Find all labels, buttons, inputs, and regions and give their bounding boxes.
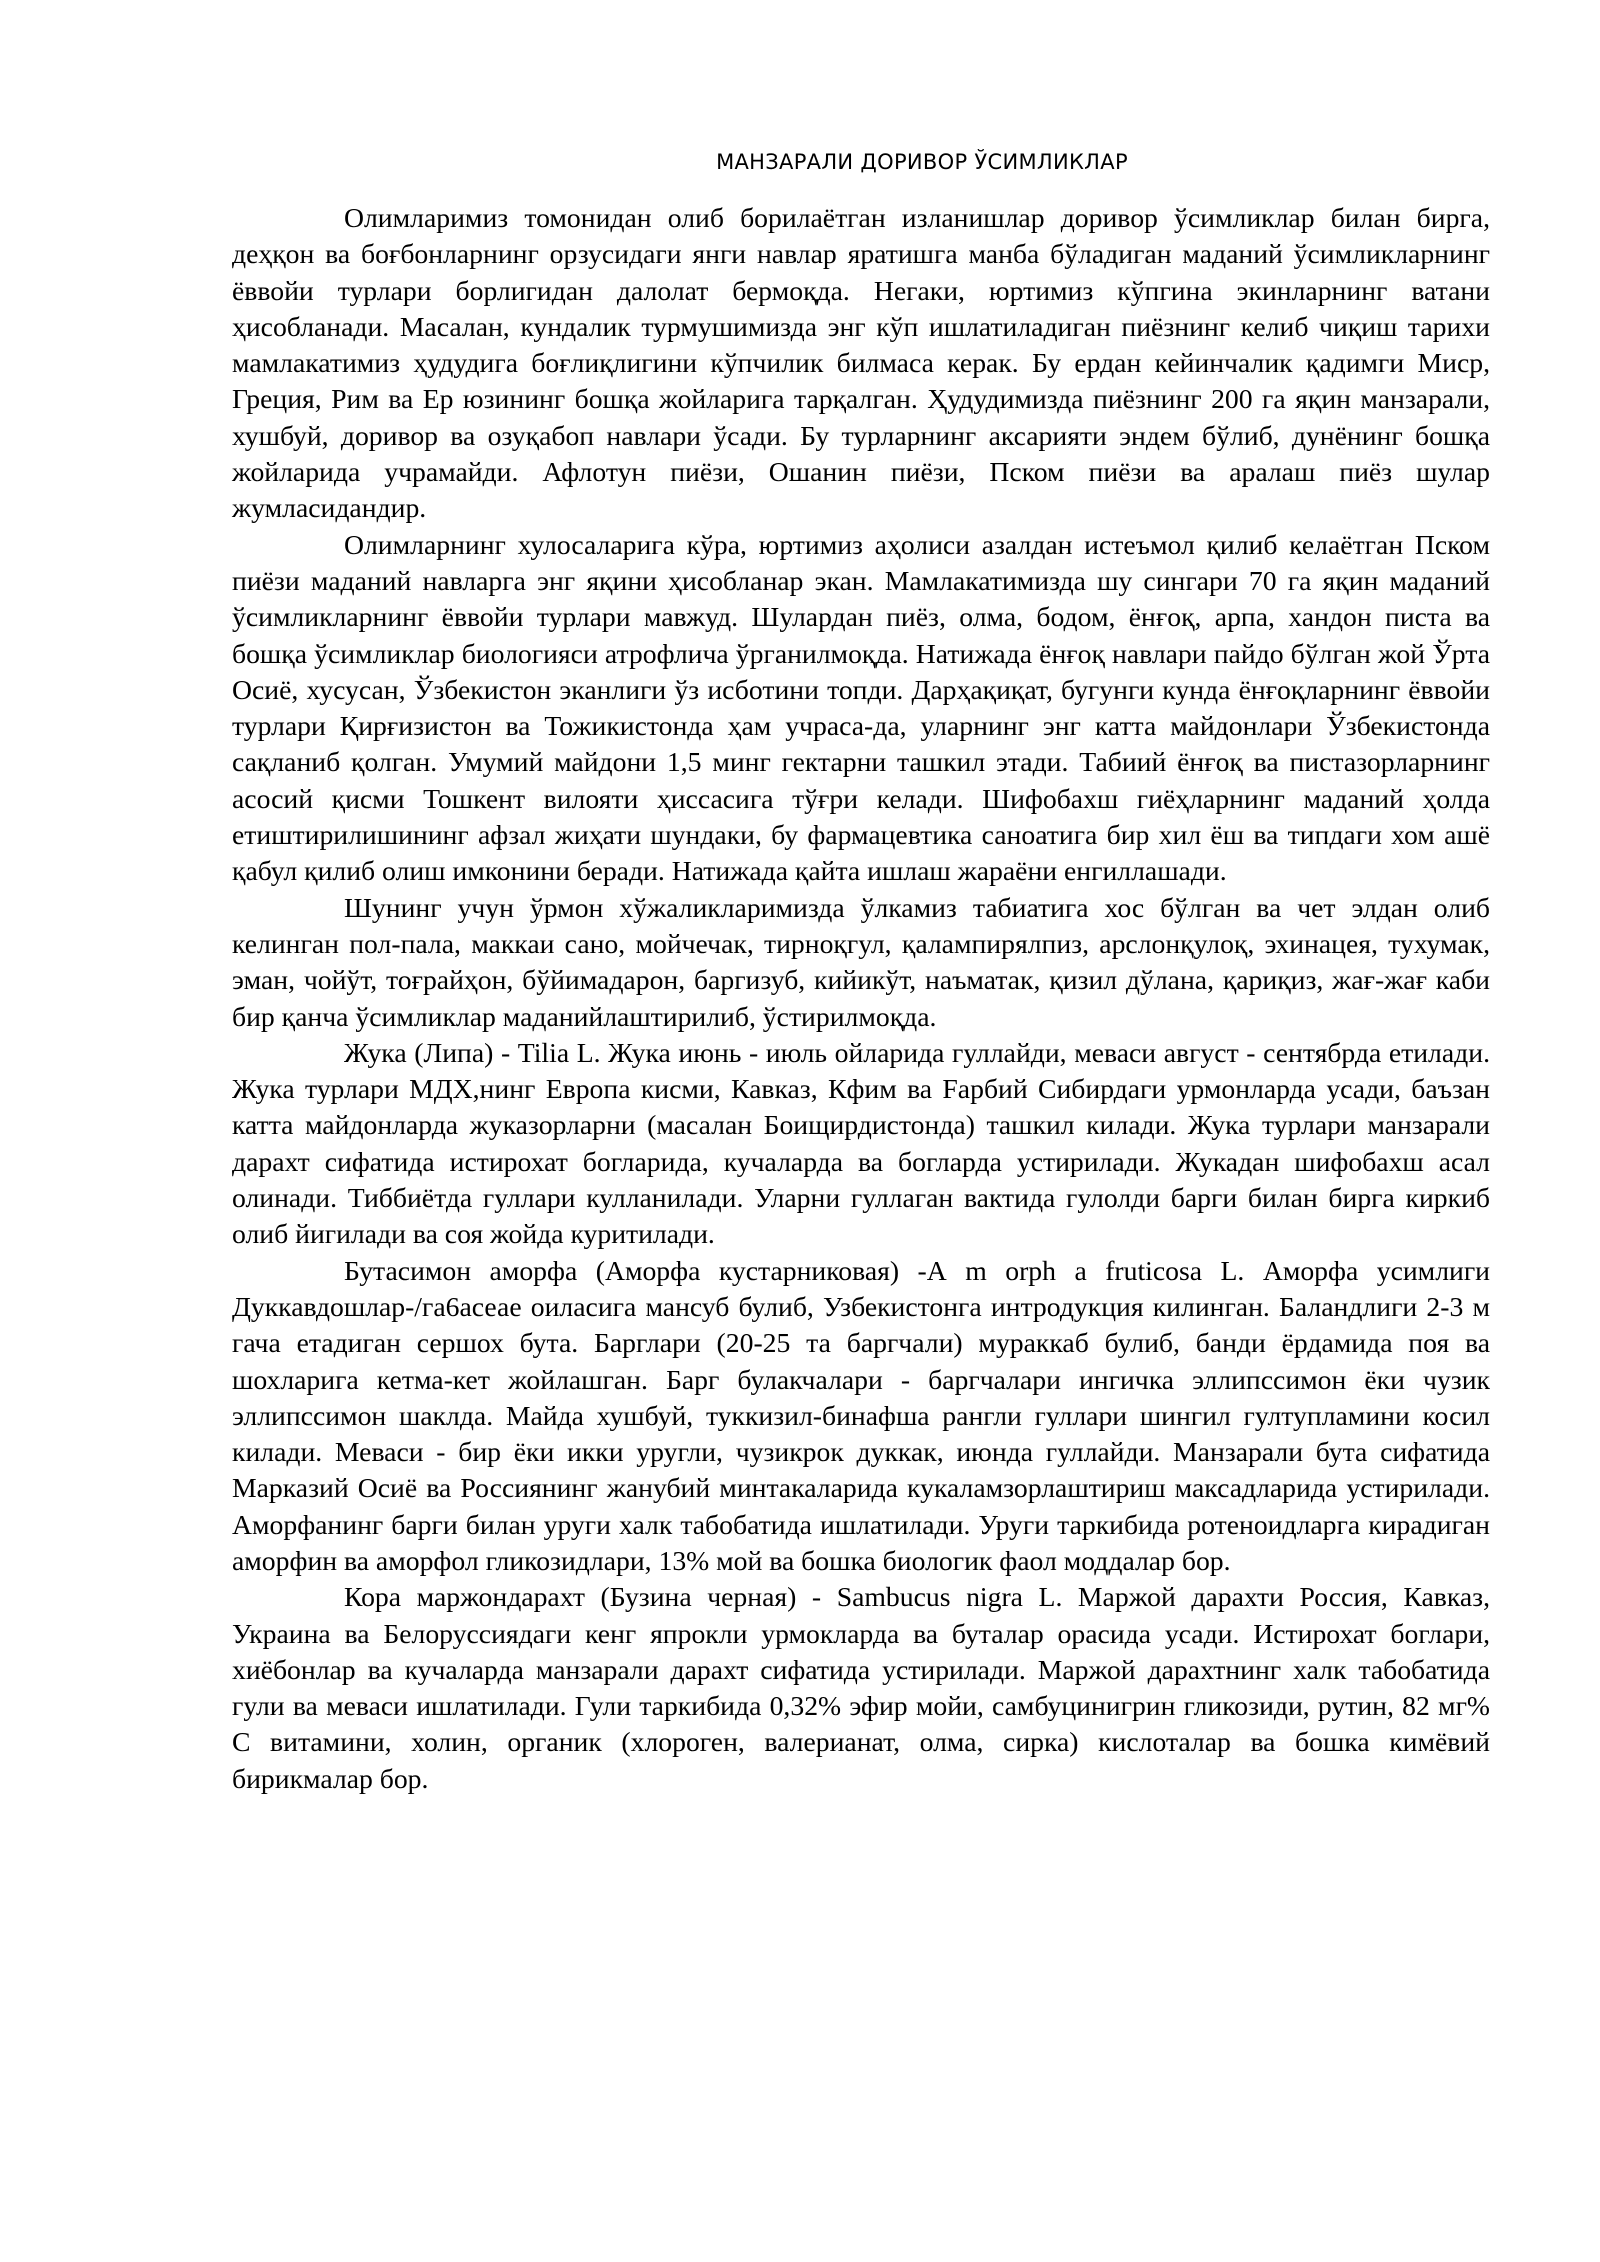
paragraph-elderberry: Кора маржондарахт (Бузина черная) - Sambucus nigra L. Маржой дарахти Россия, Кавказ, Украина ва Белоруссиядаги кенг япрокли урмокларда ва буталар орасида усади. Истирохат боглари, хиёбонлар ва кучаларда манзарали дарахт сифатида устирилади. Маржой дарахтнинг халк табобатида гули ва меваси ишлатилади. Гули таркибида 0,32% эфир мойи, самбуцинигрин гликозиди, рутин, 82 мг% С витамини, холин, органик (хлороген, валерианат, олма, сирка) кислоталар ва бошка кимёвий бирикмалар бор. (232, 1581, 1490, 1794)
paragraph-pskom-onion: Олимларнинг хулосаларига кўра, юртимиз аҳолиси азалдан истеъмол қилиб келаётган Пском пиёзи маданий навларга энг яқини ҳисобланар экан. Мамлакатимизда шу сингари 70 га яқин маданий ўсимликларнинг ёввойи турлари мавжуд. Шулардан пиёз, олма, бодом, ёнғоқ, арпа, хандон писта ва бошқа ўсимликлар биологияси атрофлича ўрганилмоқда. Натижада ёнғоқ навлари пайдо бўлган жой Ўрта Осиё, хусусан, Ўзбекистон эканлиги ўз исботини топди. Дарҳақиқат, бугунги кунда ёнғоқларнинг ёввойи турлари Қирғизистон ва Тожикистонда ҳам учраса-да, уларнинг энг катта майдонлари Ўзбекистонда сақланиб қолган. Умумий майдони 1,5 минг гектарни ташкил этади. Табиий ёнғоқ ва пистазорларнинг асосий қисми Тошкент вилояти ҳиссасига тўғри келади. Шифобахш гиёҳларнинг маданий ҳолда етиштирилишининг афзал жиҳати шундаки, бу фармацевтика саноатига бир хил ёш ва типдаги хом ашё қабул қилиб олиш имконини беради. Натижада қайта ишлаш жараёни енгиллашади. (232, 528, 1490, 887)
paragraph-forestry: Шунинг учун ўрмон хўжаликларимизда ўлкамиз табиатига хос бўлган ва чет элдан олиб келинган пол-пала, маккаи сано, мойчечак, тирноқгул, қалампирялпиз, арслонқулоқ, эхинацея, тухумак, эман, чойўт, тоғрайҳон, бўйимадарон, баргизуб, кийикўт, наъматак, қизил дўлана, қариқиз, жағ-жағ каби бир қанча ўсимликлар маданийлаштирилиб, ўстирилмоқда. (232, 891, 1490, 1032)
paragraph-amorpha: Бутасимон аморфа (Аморфа кустарниковая) -А m orph a fruticosa L. Аморфа усимлиги Дуккавдошлар-/га6асеае оиласига мансуб булиб, Узбекистонга интродукция килинган. Баландлиги 2-3 м гача етадиган сершох бута. Барглари (20-25 та баргчали) мураккаб булиб, банди ёрдамида поя ва шохларига кетма-кет жойлашган. Барг булакчалари - баргчалари ингичка эллипссимон ёки чузик эллипссимон шаклда. Майда хушбуй, туккизил-бинафша рангли гуллари шингил гултупламини косил килади. Меваси - бир ёки икки уругли, чузикрок дуккак, июнда гуллайди. Манзарали бута сифатида Марказий Осиё ва Россиянинг жанубий минтакаларида кукаламзорлаштириш максадларида устирилади. Аморфанинг барги билан уруги халк табобатида ишлатилади. Уруги таркибида ротеноидларга кирадиган аморфин ва аморфол гликозидлари, 13% мой ва бошка биологик фаол моддалар бор. (232, 1254, 1490, 1576)
paragraph-linden: Жука (Липа) - Tilia L. Жука июнь - июль ойларида гуллайди, меваси август - сентябрда етилади. Жука турлари МДХ,нинг Европа кисми, Кавказ, Кфим ва Fарбий Сибирдаги урмонларда усади, баъзан катта майдонларда жуказорларни (масалан Боищирдистонда) ташкил килади. Жука турлари манзарали дарахт сифатида истирохат богларида, кучаларда ва богларда устирилади. Жукадан шифобахш асал олинади. Тиббиётда гуллари кулланилади. Уларни гуллаган вактида гулолди барги билан бирга киркиб олиб йигилади ва соя жойда куритилади. (232, 1036, 1490, 1250)
document-page (232, 150, 1490, 1797)
paragraph-intro: Олимларимиз томонидан олиб борилаётган изланишлар доривор ўсимликлар билан бирга, деҳқон ва боғбонларнинг орзусидаги янги навлар яратишга манба бўладиган маданий ўсимликларнинг ёввойи турлари борлигидан далолат бермоқда. Негаки, юртимиз кўпгина экинларнинг ватани ҳисобланади. Масалан, кундалик турмушимизда энг кўп ишлатиладиган пиёзнинг келиб чиқиш тарихи мамлакатимиз ҳудудига боғлиқлигини кўпчилик билмаса керак. Бу ердан кейинчалик қадимги Миср, Греция, Рим ва Ер юзининг бошқа жойларига тарқалган. Ҳудудимизда пиёзнинг 200 га яқин манзарали, хушбуй, доривор ва озуқабоп навлари ўсади. Бу турларнинг аксарияти эндем бўлиб, дунёнинг бошқа жойларида учрамайди. Афлотун пиёзи, Ошанин пиёзи, Пском пиёзи ва аралаш пиёз шулар жумласидандир. (232, 202, 1490, 524)
document-title: МАНЗАРАЛИ ДОРИВОР ЎСИМЛИКЛАР (716, 150, 1128, 174)
